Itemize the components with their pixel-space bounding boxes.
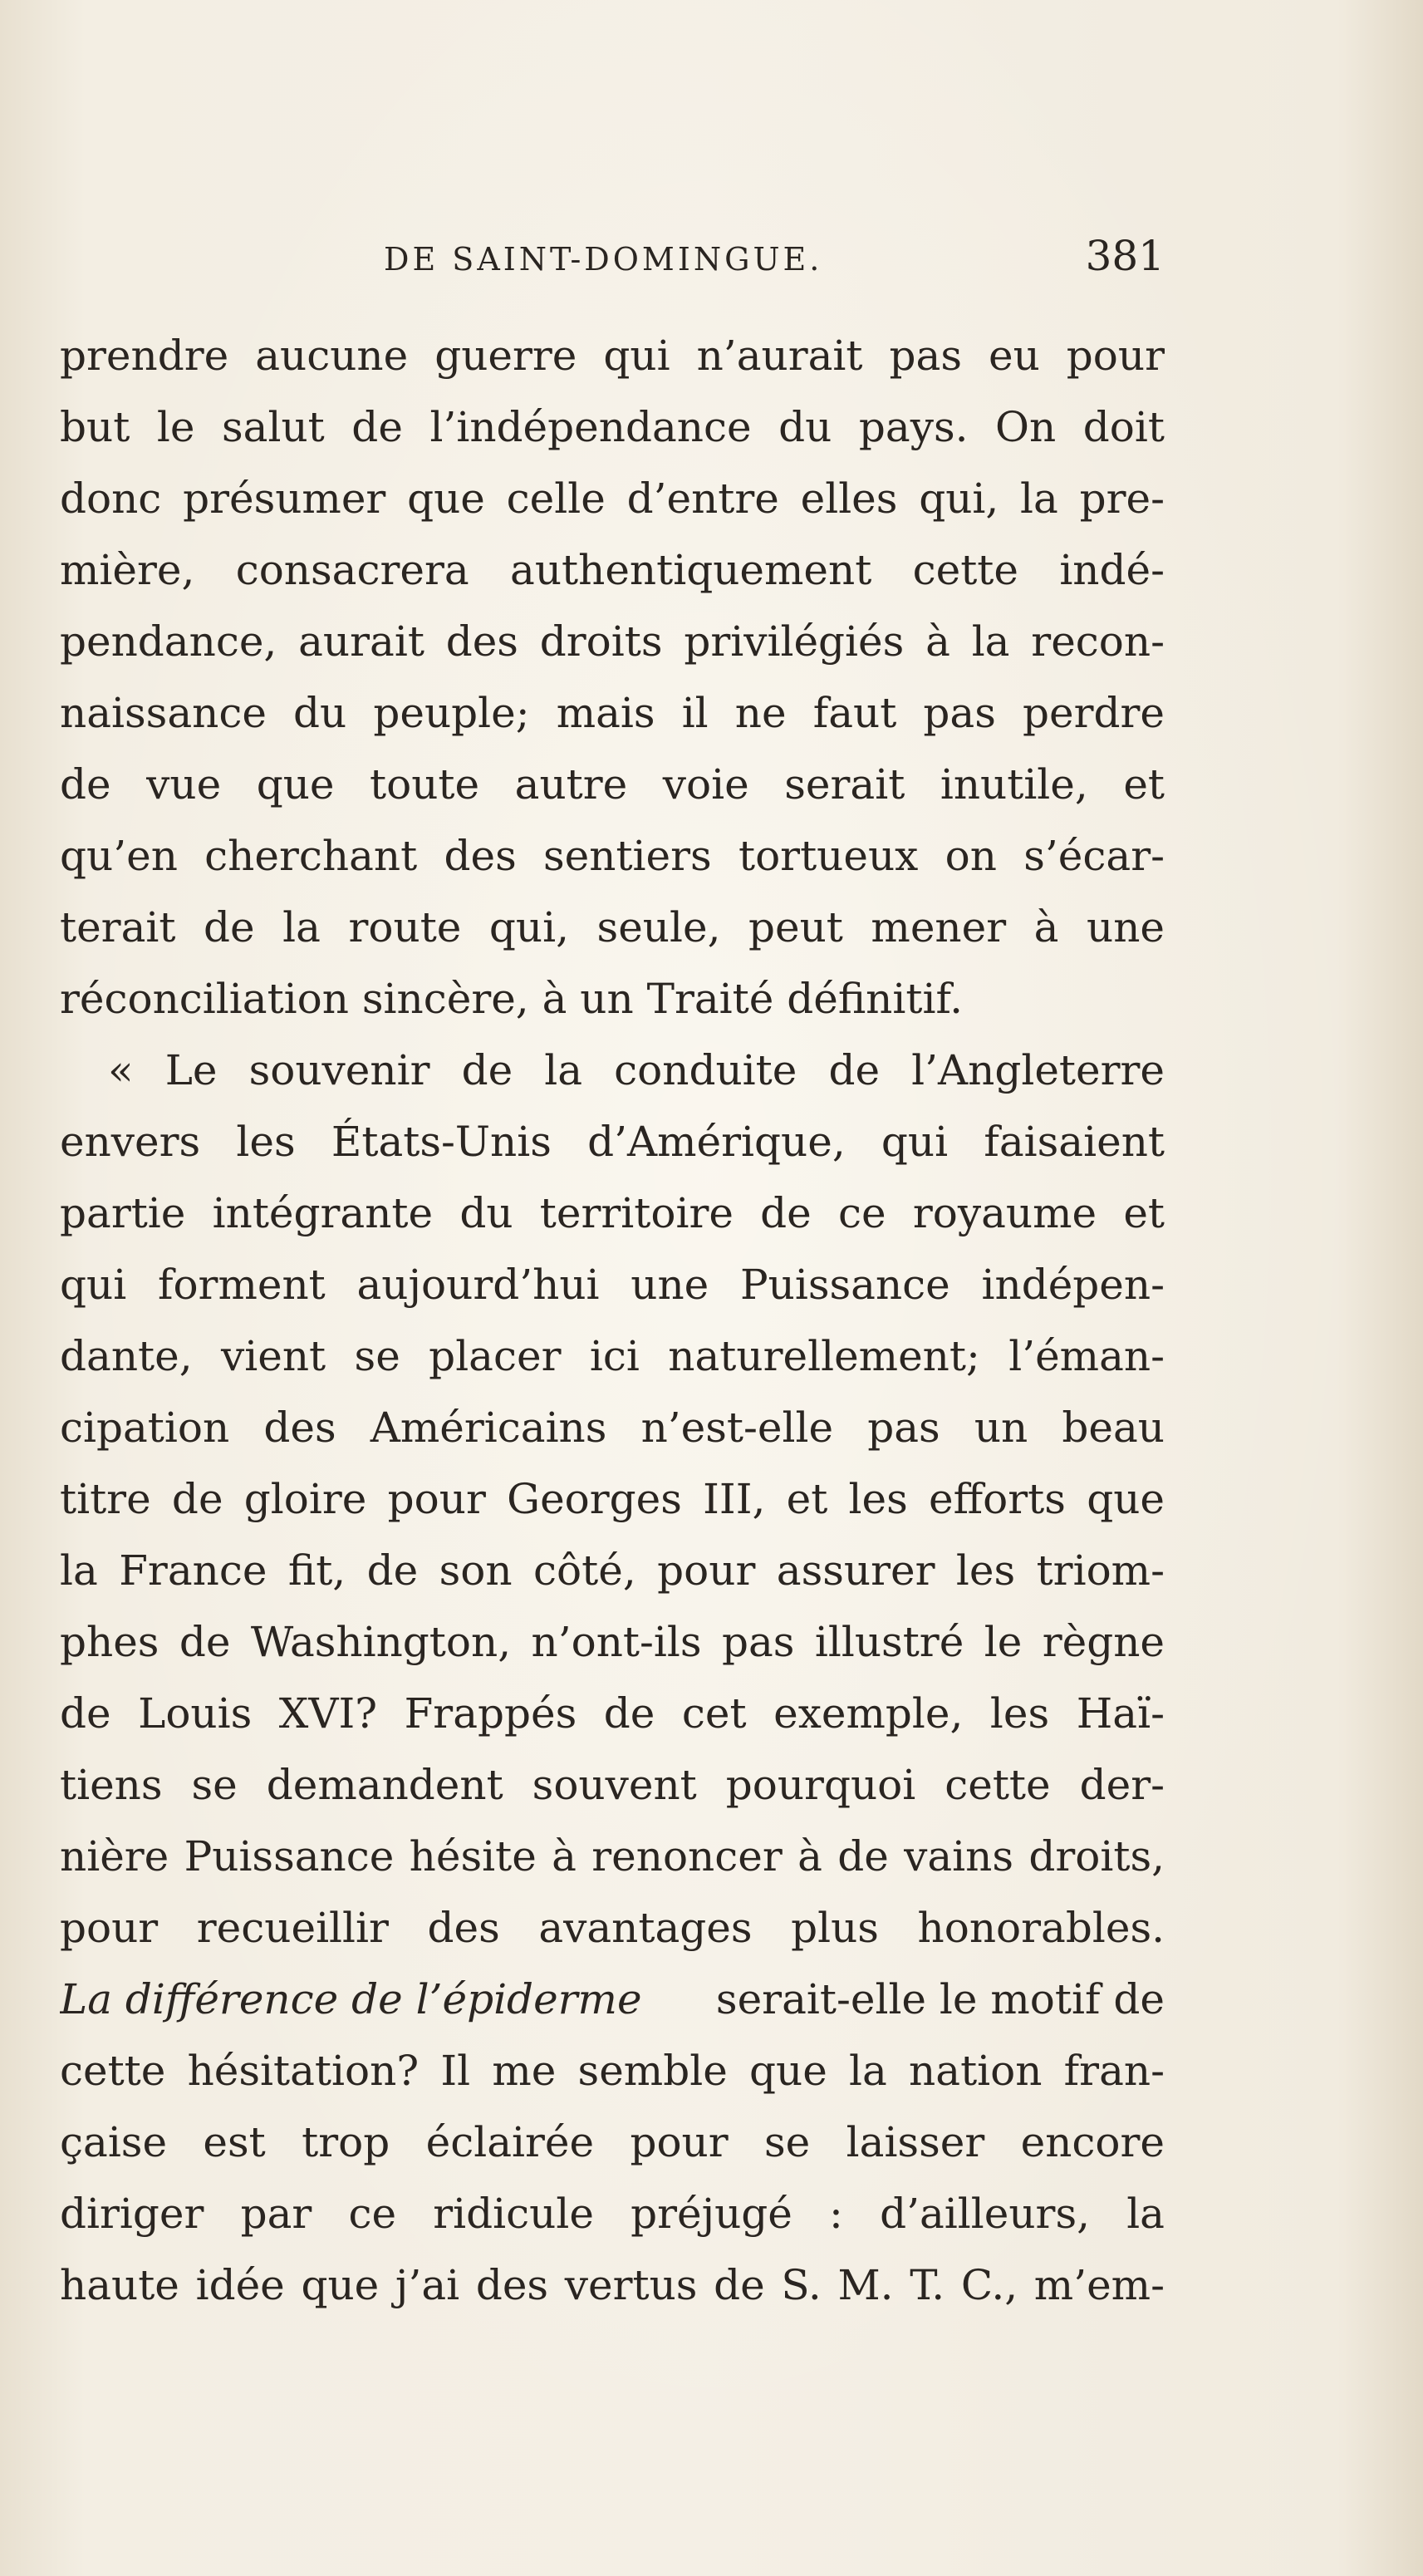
text-line: haute idée que j’ai des vertus de S. M. T. C., m’em- xyxy=(60,2261,1165,2309)
body-text xyxy=(60,320,1165,2321)
text-line: envers les États-Unis d’Amérique, qui faisaient xyxy=(60,1118,1165,1166)
text-line: nière Puissance hésite à renoncer à de vains droits, xyxy=(60,1832,1165,1880)
text-line: cipation des Américains n’est-elle pas un beau xyxy=(60,1404,1165,1452)
text-line: de vue que toute autre voie serait inutile, et xyxy=(60,760,1165,809)
running-head xyxy=(384,234,1165,284)
text-line: cette hésitation? Il me semble que la nation fran- xyxy=(60,2047,1165,2095)
text-line: pendance, aurait des droits privilégiés à la recon- xyxy=(60,617,1165,666)
text-line-rest: serait-elle le motif de xyxy=(715,1975,1165,2023)
text-line: qu’en cherchant des sentiers tortueux on s’écar- xyxy=(60,832,1165,880)
text-line: phes de Washington, n’ont-ils pas illustré le règne xyxy=(60,1618,1165,1666)
text-line: la France fit, de son côté, pour assurer les triom- xyxy=(60,1546,1165,1595)
text-line: « Le souvenir de la conduite de l’Angleterre xyxy=(108,1046,1165,1094)
text-line: prendre aucune guerre qui n’aurait pas eu pour xyxy=(60,332,1165,380)
text-line: mière, consacrera authentiquement cette indé- xyxy=(60,546,1165,594)
running-title: DE SAINT-DOMINGUE. xyxy=(384,241,823,278)
text-line: naissance du peuple; mais il ne faut pas perdre xyxy=(60,689,1165,737)
text-line: terait de la route qui, seule, peut mener à une xyxy=(60,903,1165,951)
text-line: tiens se demandent souvent pourquoi cette der- xyxy=(60,1761,1165,1809)
text-line-italic xyxy=(60,1964,1165,2035)
text-line: diriger par ce ridicule préjugé : d’ailleurs, la xyxy=(60,2190,1165,2238)
text-line: dante, vient se placer ici naturellement; l’éman- xyxy=(60,1332,1165,1380)
text-line: çaise est trop éclairée pour se laisser encore xyxy=(60,2118,1165,2166)
text-line: but le salut de l’indépendance du pays. On doit xyxy=(60,403,1165,451)
text-line: qui forment aujourd’hui une Puissance indépen- xyxy=(60,1261,1165,1309)
text-line: réconciliation sincère, à un Traité définitif. xyxy=(60,975,964,1023)
text-line: titre de gloire pour Georges III, et les efforts que xyxy=(60,1475,1165,1523)
page-number: 381 xyxy=(1085,232,1165,280)
text-line: donc présumer que celle d’entre elles qui, la pre- xyxy=(60,474,1165,523)
text-line: partie intégrante du territoire de ce royaume et xyxy=(60,1189,1165,1237)
text-line: de Louis XVI? Frappés de cet exemple, les Haï- xyxy=(60,1689,1165,1738)
italic-phrase: La différence de l’épiderme xyxy=(60,1975,642,2023)
text-line: pour recueillir des avantages plus honorables. xyxy=(60,1904,1165,1952)
